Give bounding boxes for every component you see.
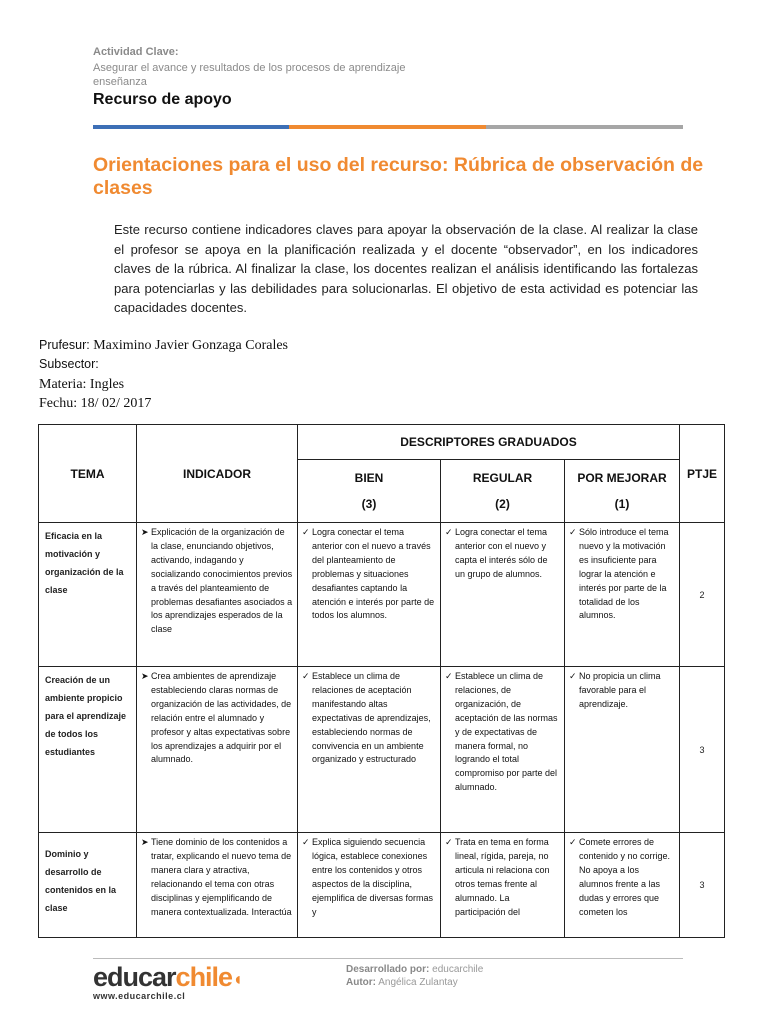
intro-paragraph: Este recurso contiene indicadores claves para apoyar la observación de la clase. Al realizar la clase el profesor se apoya en la planificación realizada y el docente “observador”, en los indicadores claves de la rúbrica. Al finalizar la clase, los docentes realizan el análisis identificando las fortalezas para potenciarlas y las debilidades para solucionarlas. El objetivo de esta actividad es potenciar las capacidades docentes. [114,222,698,315]
check-icon: ✓ [569,527,577,537]
logo-mark-icon: ◖ [232,968,242,989]
header-mejorar [565,460,680,523]
bien-label: BIEN [354,471,384,485]
arrow-bullet-icon: ➤ [141,837,149,847]
row-mejorar: Sólo introduce el tema nuevo y la motivación es insuficiente para lograr la atención e interés por parte de la totalidad de los alumnos. [579,527,669,621]
row-indicador: Crea ambientes de aprendizaje estableciendo claras normas de organización de las actividades, de relación entre el alumnado y profesor y altas expectativas sobre los aprendizajes a adquirir por el alumnado. [151,671,292,765]
fecha-line: Fechu: 18/ 02/ 2017 [39,396,152,412]
row-regular: Trata en tema en forma lineal, rígida, pareja, no articula ni relaciona con otros temas frente al alumnado. La participación del [455,837,550,917]
header-regular [441,460,565,523]
footer-credits [346,963,483,989]
check-icon: ✓ [445,837,453,847]
regular-label: REGULAR [472,471,533,485]
row-tema: Dominio y desarrollo de contenidos en la clase [45,849,117,913]
check-icon: ✓ [569,671,577,681]
header-ptje: PTJE [680,425,725,523]
row-bien: Establece un clima de relaciones de aceptación manifestando altas expectativas de aprendizajes, estableciendo normas de convivencia en un ambiente organizado y estructurado [312,671,431,765]
row-ptje: 3 [680,667,725,833]
header-bar-gray [486,125,683,129]
check-icon: ✓ [302,837,310,847]
header-bar-blue [93,125,289,129]
footer-divider [93,958,683,959]
profesor-label: Prufesur: [39,338,90,352]
header [93,46,693,109]
arrow-bullet-icon: ➤ [141,527,149,537]
educarchile-logo [93,962,242,1001]
header-tema: TEMA [39,425,137,523]
mejorar-score: (1) [614,497,630,511]
row-indicador: Explicación de la organización de la clase, enunciando objetivos, activando, indagando y socializando conocimientos previos a través del planteamiento de problemas desafiantes asociados a los aprendizajes esperados de la clase [151,527,293,635]
row-mejorar: Comete errores de contenido y no corrige. No apoya a los alumnos frente a las dudas y errores que cometen los [579,837,671,917]
dev-value: educarchile [432,964,484,975]
check-icon: ✓ [445,671,453,681]
row-indicador: Tiene dominio de los contenidos a tratar, explicando el nuevo tema de manera clara y atractiva, relacionando el tema con otras disciplinas y ejemplificando de manera contextualizada. Interactúa [151,837,292,917]
table-row [39,523,725,667]
table-row [39,667,725,833]
author-label: Autor: [346,977,376,988]
row-regular: Logra conectar el tema anterior con el nuevo y capta el interés sólo de un grupo de alumnos. [455,527,548,579]
materia-line: Materia: Ingles [39,376,125,392]
bien-score: (3) [361,497,377,511]
row-regular: Establece un clima de relaciones, de organización, de aceptación de las normas y de expectativas de manera formal, no logrando el total compromiso por parte del alumnado. [455,671,558,793]
row-bien: Logra conectar el tema anterior con el nuevo a través del planteamiento de problemas y situaciones desafiantes captando la atención e interés por parte de todos los alumnos. [312,527,435,621]
activity-text: Asegurar el avance y resultados de los procesos de aprendizaje enseñanza [93,62,406,88]
row-ptje: 3 [680,833,725,938]
regular-score: (2) [495,497,510,511]
header-descriptores: DESCRIPTORES GRADUADOS [298,425,680,460]
profesor-line [39,336,288,355]
check-icon: ✓ [445,527,453,537]
table-row [39,833,725,938]
row-tema: Creación de un ambiente propicio para el aprendizaje de todos los estudiantes [45,675,127,757]
row-ptje: 2 [680,523,725,667]
header-indicador: INDICADOR [137,425,298,523]
resource-heading: Recurso de apoyo [93,91,232,108]
check-icon: ✓ [302,527,310,537]
arrow-bullet-icon: ➤ [141,671,149,681]
check-icon: ✓ [302,671,310,681]
mejorar-label: POR MEJORAR [577,471,667,485]
activity-label: Actividad Clave: [93,46,179,58]
teacher-info [39,336,288,414]
brand-website: www.educarchile.cl [93,990,186,1001]
author-value: Angélica Zulantay [378,977,458,988]
dev-label: Desarrollado por: [346,964,430,975]
rubric-table [38,424,725,938]
brand-part-a: educar [93,962,176,992]
row-mejorar: No propicia un clima favorable para el aprendizaje. [579,671,661,709]
header-bar-orange [289,125,486,129]
check-icon: ✓ [569,837,577,847]
header-bien [298,460,441,523]
brand-part-b: chile [175,962,233,992]
profesor-value: Maximino Javier Gonzaga Corales [93,338,288,353]
page-title: Orientaciones para el uso del recurso: Rúbrica de observación de clases [93,154,704,199]
row-tema: Eficacia en la motivación y organización de la clase [45,531,124,595]
row-bien: Explica siguiendo secuencia lógica, establece conexiones entre los contenidos y otros aspectos de la disciplina, ejemplifica de diversas formas y [312,837,434,917]
subsector-line: Subsector: [39,357,99,372]
